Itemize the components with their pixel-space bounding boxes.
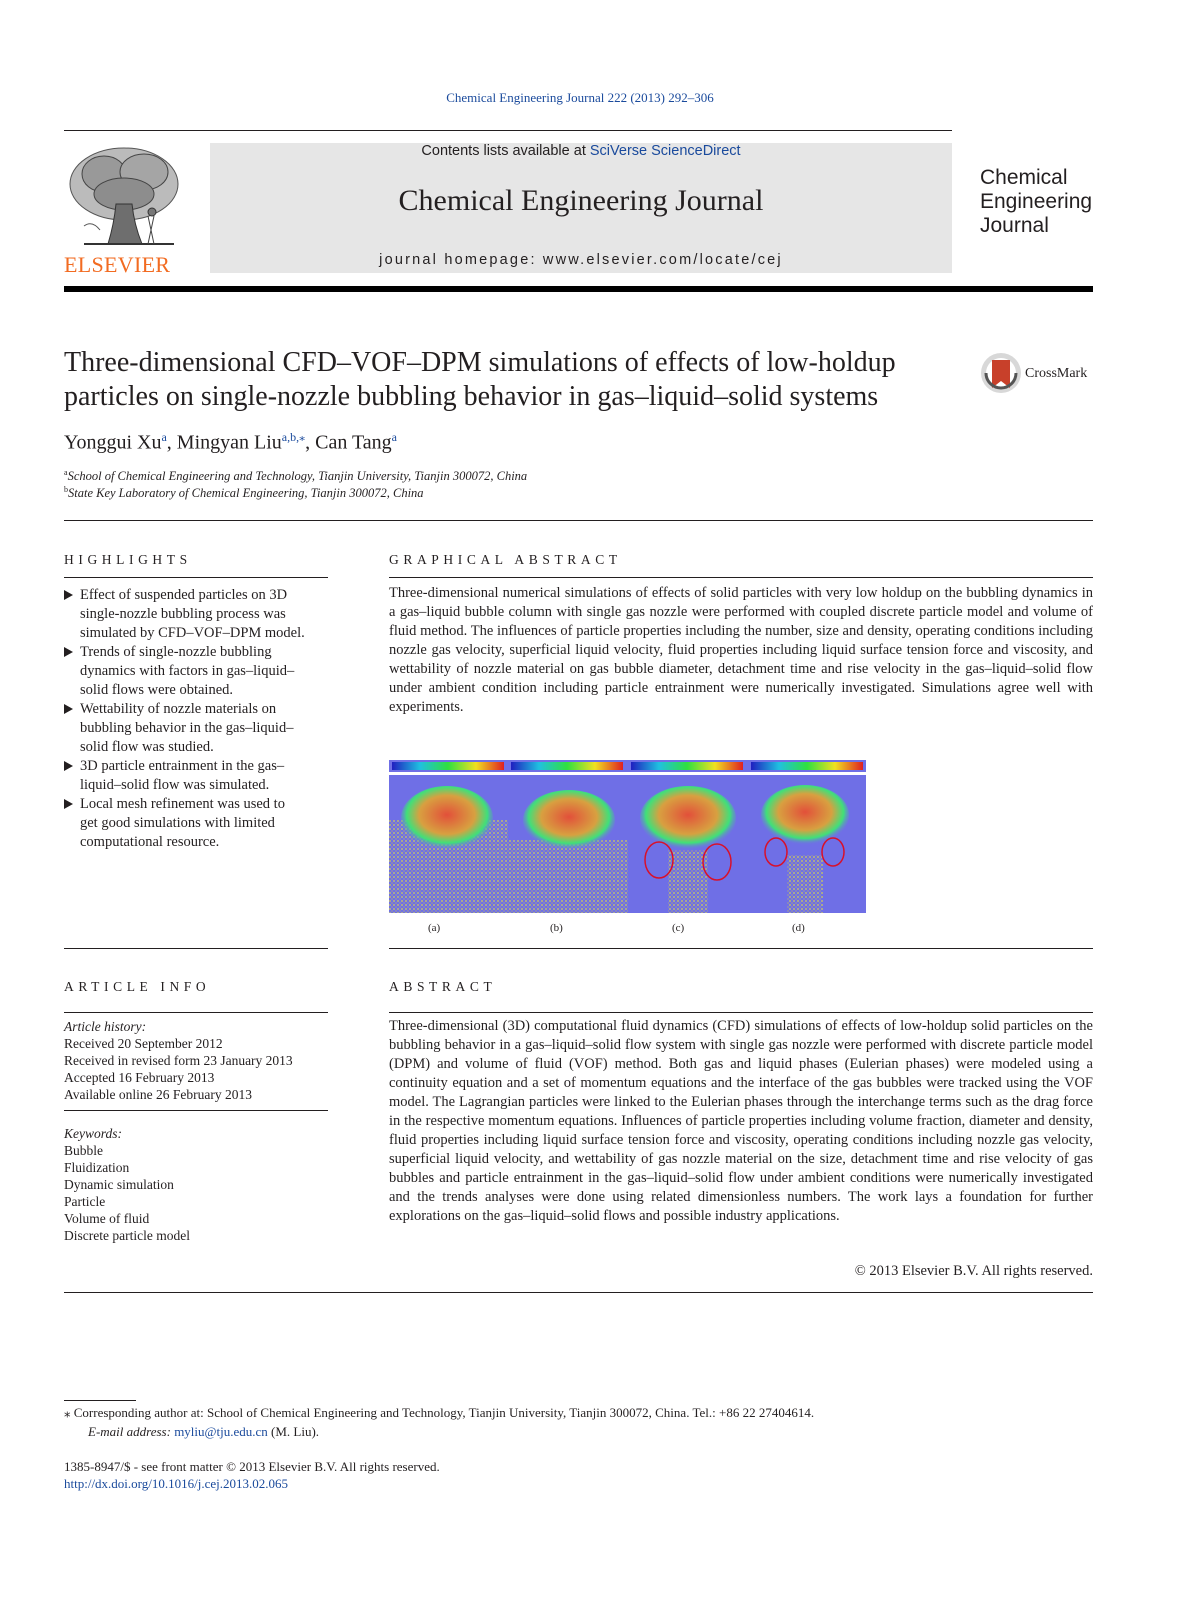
affiliation-b <box>64 485 424 501</box>
header-rule <box>64 130 952 131</box>
graphical-abstract-figure <box>389 760 866 913</box>
panel-label-d: (d) <box>792 922 805 934</box>
keywords <box>64 1125 328 1244</box>
keyword: Bubble <box>64 1143 103 1158</box>
figure-panel-c <box>628 760 748 913</box>
history-item: Available online 26 February 2013 <box>64 1087 252 1102</box>
affil-text: School of Chemical Engineering and Technology, Tianjin University, Tianjin 300072, China <box>67 469 528 484</box>
graphical-abstract-bottom-rule <box>389 948 1093 949</box>
bullet-triangle-icon <box>64 647 73 657</box>
keyword: Fluidization <box>64 1160 130 1175</box>
author-name: Yonggui Xu <box>64 431 162 454</box>
header-thick-rule <box>64 286 1093 292</box>
doi-link[interactable]: http://dx.doi.org/10.1016/j.cej.2013.02.065 <box>64 1476 289 1491</box>
issn-note: 1385-8947/$ - see front matter © 2013 Elsevier B.V. All rights reserved. <box>64 1459 440 1474</box>
abstract-heading: ABSTRACT <box>389 979 497 994</box>
affiliation-a <box>64 468 527 484</box>
highlight-line: Local mesh refinement was used to <box>80 796 285 812</box>
highlight-line: computational resource. <box>80 834 220 850</box>
keyword: Volume of fluid <box>64 1211 150 1226</box>
history-label: Article history: <box>64 1019 147 1034</box>
article-info-heading: ARTICLE INFO <box>64 979 211 994</box>
panel-label-c: (c) <box>672 922 685 934</box>
contents-line <box>210 143 952 159</box>
figure-panel-d <box>748 760 866 913</box>
highlight-line: 3D particle entrainment in the gas– <box>80 758 285 774</box>
article-info-rule <box>64 1012 328 1013</box>
email-note <box>88 1424 319 1440</box>
affil-text: State Key Laboratory of Chemical Engineering, Tianjin 300072, China <box>68 486 424 501</box>
figure-panel-b <box>508 760 628 913</box>
highlight-line: solid flows were obtained. <box>80 682 234 698</box>
keyword: Discrete particle model <box>64 1228 190 1243</box>
corresponding-author-note: ⁎ Corresponding author at: School of Chemical Engineering and Technology, Tianjin University, Tianjin 300072, China. Tel.: +86 22 27404614. <box>64 1405 815 1420</box>
affil-mark: b <box>64 485 68 494</box>
highlight-line: Effect of suspended particles on 3D <box>80 587 288 603</box>
copyright-notice: © 2013 Elsevier B.V. All rights reserved. <box>854 1263 1093 1279</box>
graphical-abstract-text: Three-dimensional numerical simulations of effects of solid particles with very low holdup on the bubbling dynamics in a gas–liquid bubble column with single gas nozzle were performed with coupled discrete particle model and volume of fluid method. The influences of particle properties including the number, size and density, operating conditions including nozzle gas velocity, superficial liquid velocity, fluid properties including liquid surface tension force and viscosity, and wettability of nozzle material on gas bubble diameter, detachment time and rise velocity in the gas–liquid–solid flow under ambient condition including particle entrainment were numerically investigated. Simulations agree well with experiments. <box>389 585 1093 715</box>
highlight-item <box>64 700 328 757</box>
author-list <box>64 430 397 455</box>
author-affil-mark[interactable]: a,b,⁎ <box>281 430 306 444</box>
section-rule <box>64 520 1093 521</box>
highlights-bottom-rule <box>64 948 328 949</box>
highlight-item <box>64 795 328 852</box>
panel-label-a: (a) <box>428 922 441 934</box>
highlight-line: liquid–solid flow was simulated. <box>80 777 270 793</box>
bullet-triangle-icon <box>64 761 73 771</box>
affil-mark: a <box>64 468 68 477</box>
author-sep: , <box>166 431 177 454</box>
title-line-2: particles on single-nozzle bubbling behavior in gas–liquid–solid systems <box>64 381 879 412</box>
article-title <box>64 346 964 414</box>
graphical-abstract-heading: GRAPHICAL ABSTRACT <box>389 552 622 567</box>
keyword: Dynamic simulation <box>64 1177 174 1192</box>
abstract-bottom-rule <box>64 1292 1093 1293</box>
highlights-heading: HIGHLIGHTS <box>64 552 192 567</box>
highlight-line: Trends of single-nozzle bubbling <box>80 644 272 660</box>
highlight-item <box>64 643 328 700</box>
keywords-label: Keywords: <box>64 1126 122 1141</box>
graphical-abstract-rule <box>389 577 1093 578</box>
author-sep: , <box>305 431 316 454</box>
cover-title-line: Chemical <box>980 166 1068 189</box>
highlight-line: Wettability of nozzle materials on <box>80 701 277 717</box>
article-history <box>64 1018 328 1103</box>
cover-title-line: Engineering <box>980 190 1093 213</box>
crossmark-icon[interactable] <box>980 352 1022 394</box>
keyword: Particle <box>64 1194 106 1209</box>
panel-label-b: (b) <box>550 922 563 934</box>
abstract-rule <box>389 1012 1093 1013</box>
email-link[interactable]: myliu@tju.edu.cn <box>174 1424 268 1439</box>
highlight-line: dynamics with factors in gas–liquid– <box>80 663 295 679</box>
bullet-triangle-icon <box>64 799 73 809</box>
journal-reference[interactable]: Chemical Engineering Journal 222 (2013) 292–306 <box>446 90 714 105</box>
author-name: Can Tang <box>315 431 392 454</box>
publisher-wordmark: ELSEVIER <box>64 252 171 277</box>
keywords-rule <box>64 1110 328 1111</box>
highlight-line: simulated by CFD–VOF–DPM model. <box>80 625 305 641</box>
journal-title: Chemical Engineering Journal <box>398 184 764 217</box>
email-label: E-mail address: <box>88 1424 171 1439</box>
highlight-item <box>64 757 328 795</box>
bullet-triangle-icon <box>64 704 73 714</box>
elsevier-tree-logo <box>64 144 184 252</box>
sciencedirect-link[interactable]: SciVerse ScienceDirect <box>589 143 741 159</box>
highlight-line: single-nozzle bubbling process was <box>80 606 286 622</box>
highlight-line: get good simulations with limited <box>80 815 275 831</box>
author-affil-mark[interactable]: a <box>161 430 167 444</box>
figure-panel-a <box>389 760 508 913</box>
highlights-rule <box>64 577 328 578</box>
footnote-rule <box>64 1400 136 1401</box>
cover-journal-title <box>980 166 1120 238</box>
abstract-text: Three-dimensional (3D) computational fluid dynamics (CFD) simulations of effects of low-holdup solid particles on the bubbling behavior in a gas–liquid–solid flow system with single gas nozzle were performed with discrete particle model (DPM) and volume of fluid (VOF) method. Both gas and liquid phases (Eulerian phases) were modeled using a continuity equation and a set of momentum equations and the interface of the gas bubbles were tracked using the VOF model. The Lagrangian particles were linked to the Eulerian phases through the interchange terms such as the drag force in the respective momentum equations. Influences of particle properties including volume fraction, diameter and density, fluid properties including liquid surface tension force and viscosity, operating conditions including nozzle gas velocity, superficial liquid velocity, and wettability of gas nozzle material on the size, detachment time and rise velocity of gas bubbles and particle entrainment in the gas–liquid–solid flow under ambient conditions were numerically investigated and the trends analyses were done using related dimensionless numbers. The work lays a foundation for further explorations on the gas–liquid–solid flows and possible industry applications. <box>389 1018 1093 1224</box>
highlights-list <box>64 586 328 852</box>
history-item: Received in revised form 23 January 2013 <box>64 1053 293 1068</box>
history-item: Received 20 September 2012 <box>64 1036 223 1051</box>
crossmark-label[interactable]: CrossMark <box>1025 366 1088 381</box>
highlight-line: bubbling behavior in the gas–liquid– <box>80 720 294 736</box>
contents-prefix: Contents lists available at <box>421 143 590 159</box>
bullet-triangle-icon <box>64 590 73 600</box>
author-name: Mingyan Liu <box>176 431 282 454</box>
history-item: Accepted 16 February 2013 <box>64 1070 215 1085</box>
title-line-1: Three-dimensional CFD–VOF–DPM simulations of effects of low-holdup <box>64 347 896 378</box>
cover-title-line: Journal <box>980 214 1049 237</box>
author-affil-mark[interactable]: a <box>391 430 397 444</box>
journal-homepage[interactable]: journal homepage: www.elsevier.com/locate/cej <box>379 252 783 268</box>
highlight-item <box>64 586 328 643</box>
highlight-line: solid flow was studied. <box>80 739 214 755</box>
email-suffix: (M. Liu). <box>267 1424 320 1439</box>
